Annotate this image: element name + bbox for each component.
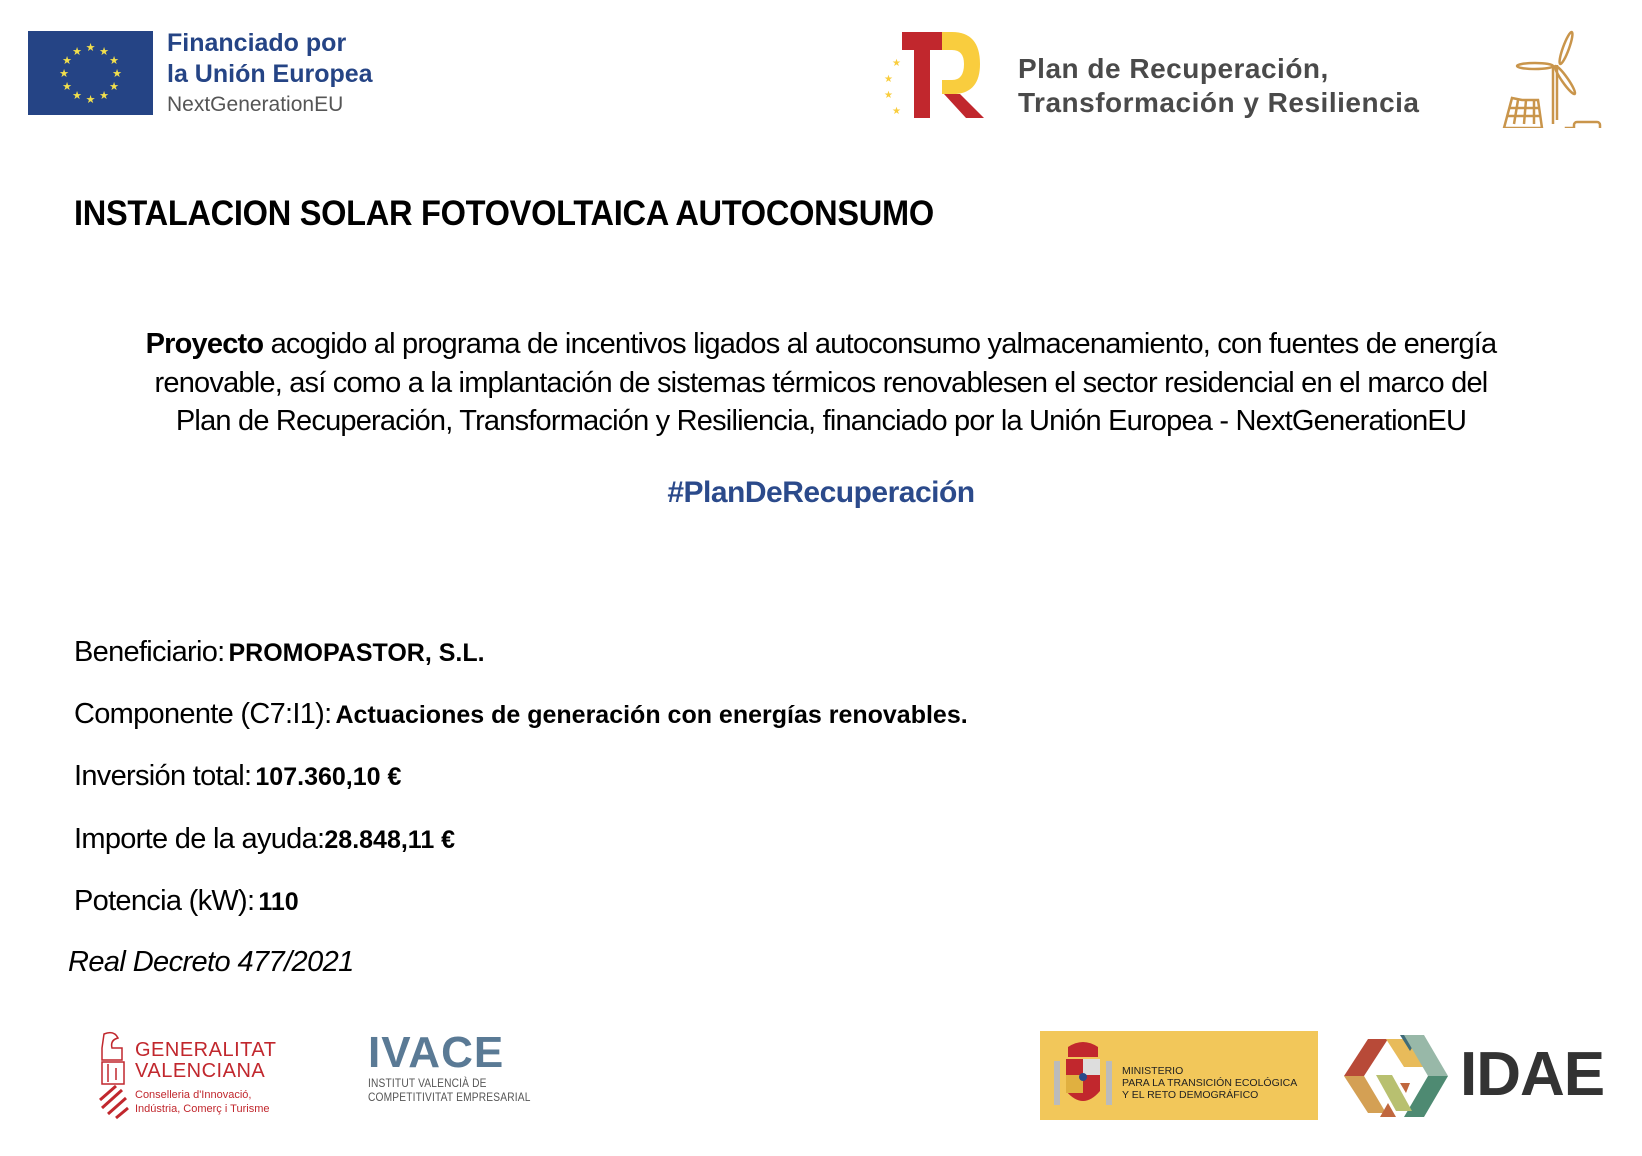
page-title: INSTALACION SOLAR FOTOVOLTAICA AUTOCONSUMO xyxy=(74,194,934,233)
eu-line3: NextGenerationEU xyxy=(167,93,344,116)
detail-label: Importe de la ayuda: xyxy=(74,823,325,855)
description-line2: renovable, así como a la implantación de sistemas térmicos renovablesen el sector residencial en el marco del xyxy=(154,366,1488,399)
prtr-logo-text xyxy=(1018,52,1420,120)
gva-line1: GENERALITAT xyxy=(135,1039,277,1061)
detail-label: Componente (C7:I1): xyxy=(74,698,332,730)
detail-label: Inversión total: xyxy=(74,760,252,792)
svg-text:★: ★ xyxy=(109,55,119,67)
description-line1: Proyecto acogido al programa de incentivos ligados al autoconsumo yalmacenamiento, con fuentes de energía xyxy=(145,328,1497,360)
description-line3: Plan de Recuperación, Transformación y Resiliencia, financiado por la Unión Europea - NextGenerationEU xyxy=(175,405,1467,437)
detail-label: Potencia (kW): xyxy=(74,885,255,917)
detail-value: 110 xyxy=(258,888,299,916)
svg-text:★: ★ xyxy=(59,68,69,80)
detail-aid-amount xyxy=(74,823,455,856)
svg-text:★: ★ xyxy=(85,94,96,106)
detail-value: PROMOPASTOR, S.L. xyxy=(228,639,485,667)
ivace-line2: COMPETITIVITAT EMPRESARIAL xyxy=(368,1090,531,1104)
ministry-line3: Y EL RETO DEMOGRÁFICO xyxy=(1122,1089,1259,1101)
ivace-line1: INSTITUT VALENCIÀ DE xyxy=(368,1076,487,1090)
svg-text:★: ★ xyxy=(85,42,96,54)
svg-text:★: ★ xyxy=(884,90,893,101)
prtr-logo-icon xyxy=(880,30,992,120)
detail-label: Beneficiario: xyxy=(74,636,225,668)
eu-funding-logo-text xyxy=(167,28,373,120)
ministry-line2: PARA LA TRANSICIÓN ECOLÓGICA xyxy=(1122,1077,1298,1089)
svg-text:★: ★ xyxy=(884,74,893,85)
wind-solar-battery-icon xyxy=(1500,18,1610,128)
detail-value: 107.360,10 € xyxy=(255,763,402,791)
svg-text:★: ★ xyxy=(892,58,901,69)
gva-line4: Indústria, Comerç i Turisme xyxy=(135,1103,270,1115)
svg-text:★: ★ xyxy=(109,81,119,93)
eu-flag-icon xyxy=(28,31,153,115)
detail-value: 28.848,11 € xyxy=(324,826,456,854)
eu-line2: la Unión Europea xyxy=(167,60,373,88)
description-lead: Proyecto xyxy=(145,328,264,360)
svg-text:★: ★ xyxy=(892,106,901,117)
project-description xyxy=(60,325,1582,441)
eu-line1: Financiado por xyxy=(167,29,347,57)
detail-power xyxy=(74,885,299,918)
svg-text:★: ★ xyxy=(72,46,82,58)
hashtag: #PlanDeRecuperación xyxy=(667,476,975,509)
generalitat-valenciana-text xyxy=(135,1040,276,1116)
ministry-line1: MINISTERIO xyxy=(1122,1065,1184,1077)
ministry-logo xyxy=(1040,1031,1318,1120)
gva-line2: VALENCIANA xyxy=(135,1060,266,1082)
svg-text:★: ★ xyxy=(99,46,109,58)
svg-text:★: ★ xyxy=(72,90,82,102)
detail-beneficiary xyxy=(74,636,485,669)
idae-word: IDAE xyxy=(1460,1040,1605,1109)
spain-coat-of-arms-icon xyxy=(1052,1041,1114,1113)
svg-text:★: ★ xyxy=(112,68,122,80)
detail-value: Actuaciones de generación con energías renovables. xyxy=(335,701,968,729)
ivace-word: IVACE xyxy=(368,1028,505,1077)
svg-text:★: ★ xyxy=(62,55,72,67)
detail-component xyxy=(74,698,968,731)
ivace-logo xyxy=(368,1030,559,1104)
royal-decree: Real Decreto 477/2021 xyxy=(68,946,354,978)
svg-text:★: ★ xyxy=(99,90,109,102)
ministry-text xyxy=(1122,1065,1297,1101)
gva-line3: Conselleria d'Innovació, xyxy=(135,1089,252,1101)
svg-text:★: ★ xyxy=(62,81,72,93)
prtr-line1: Plan de Recuperación, xyxy=(1018,53,1329,84)
idae-logo-icon xyxy=(1340,1031,1452,1121)
prtr-line2: Transformación y Resiliencia xyxy=(1018,87,1420,118)
detail-total-investment xyxy=(74,760,401,793)
